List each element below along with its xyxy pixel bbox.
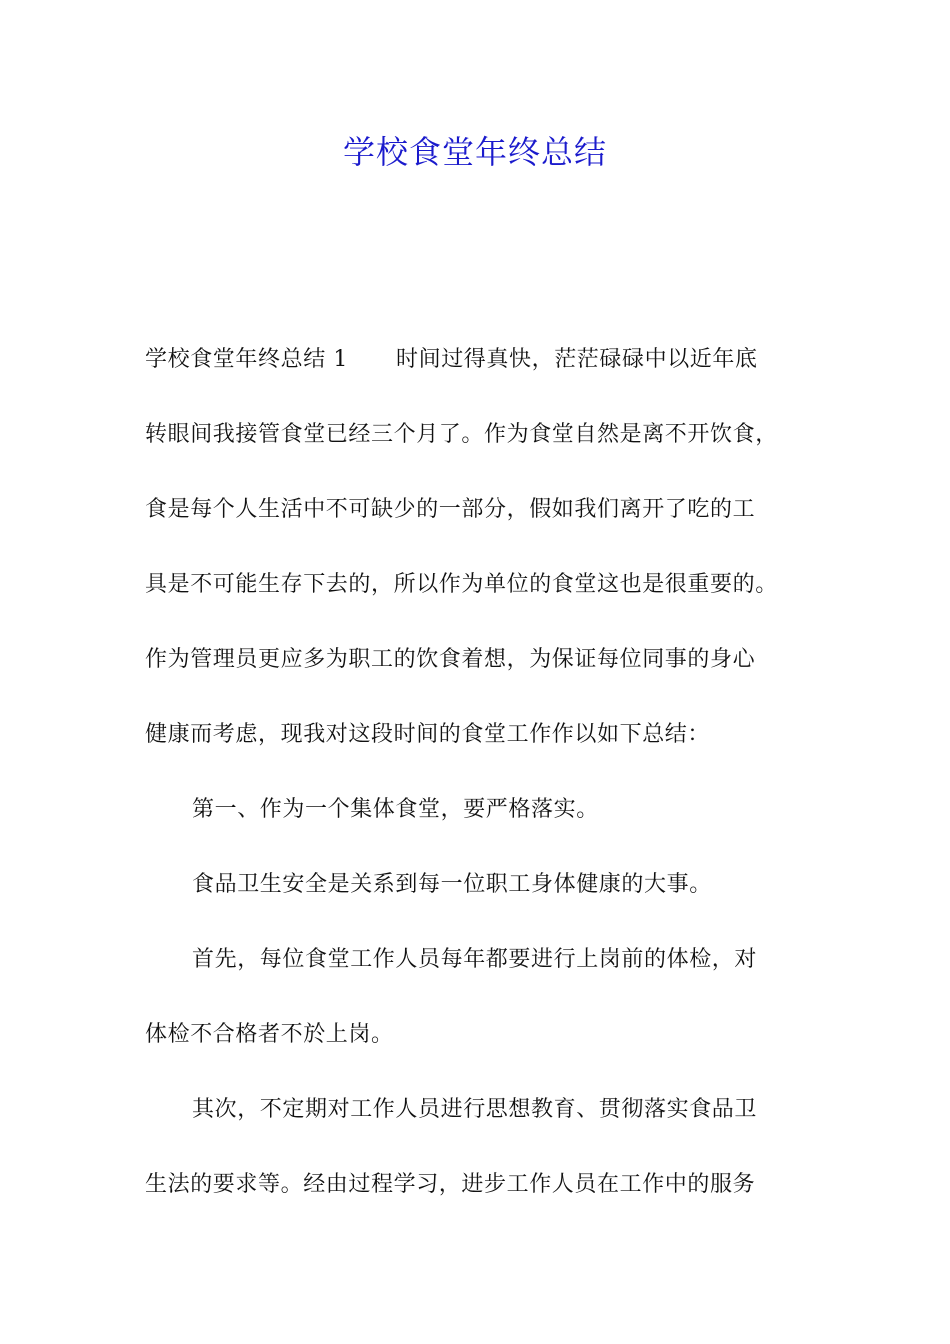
paragraph-line: 生法的要求等。经由过程学习，进步工作人员在工作中的服务 (145, 1172, 756, 1197)
paragraph-line: 体检不合格者不於上岗。 (145, 1022, 394, 1047)
paragraph-line: 健康而考虑，现我对这段时间的食堂工作作以如下总结： (145, 722, 711, 747)
paragraph-line: 首先，每位食堂工作人员每年都要进行上岗前的体检，对 (192, 947, 758, 972)
line-text: 时间过得真快，茫茫碌碌中以近年底 (396, 347, 758, 372)
paragraph-line (145, 344, 825, 376)
section-heading: 学校食堂年终总结 1 (145, 347, 348, 372)
paragraph-line: 转眼间我接管食堂已经三个月了。作为食堂自然是离不开饮食， (145, 422, 778, 447)
paragraph-line: 其次，不定期对工作人员进行思想教育、贯彻落实食品卫 (192, 1097, 758, 1122)
paragraph-line: 食品卫生安全是关系到每一位职工身体健康的大事。 (192, 872, 712, 897)
paragraph-line: 食是每个人生活中不可缺少的一部分，假如我们离开了吃的工 (145, 497, 756, 522)
paragraph-line: 第一、作为一个集体食堂，要严格落实。 (192, 797, 599, 822)
paragraph-line: 具是不可能生存下去的，所以作为单位的食堂这也是很重要的。 (145, 572, 778, 597)
paragraph-line: 作为管理员更应多为职工的饮食着想，为保证每位同事的身心 (145, 647, 756, 672)
document-title: 学校食堂年终总结 (342, 133, 607, 171)
